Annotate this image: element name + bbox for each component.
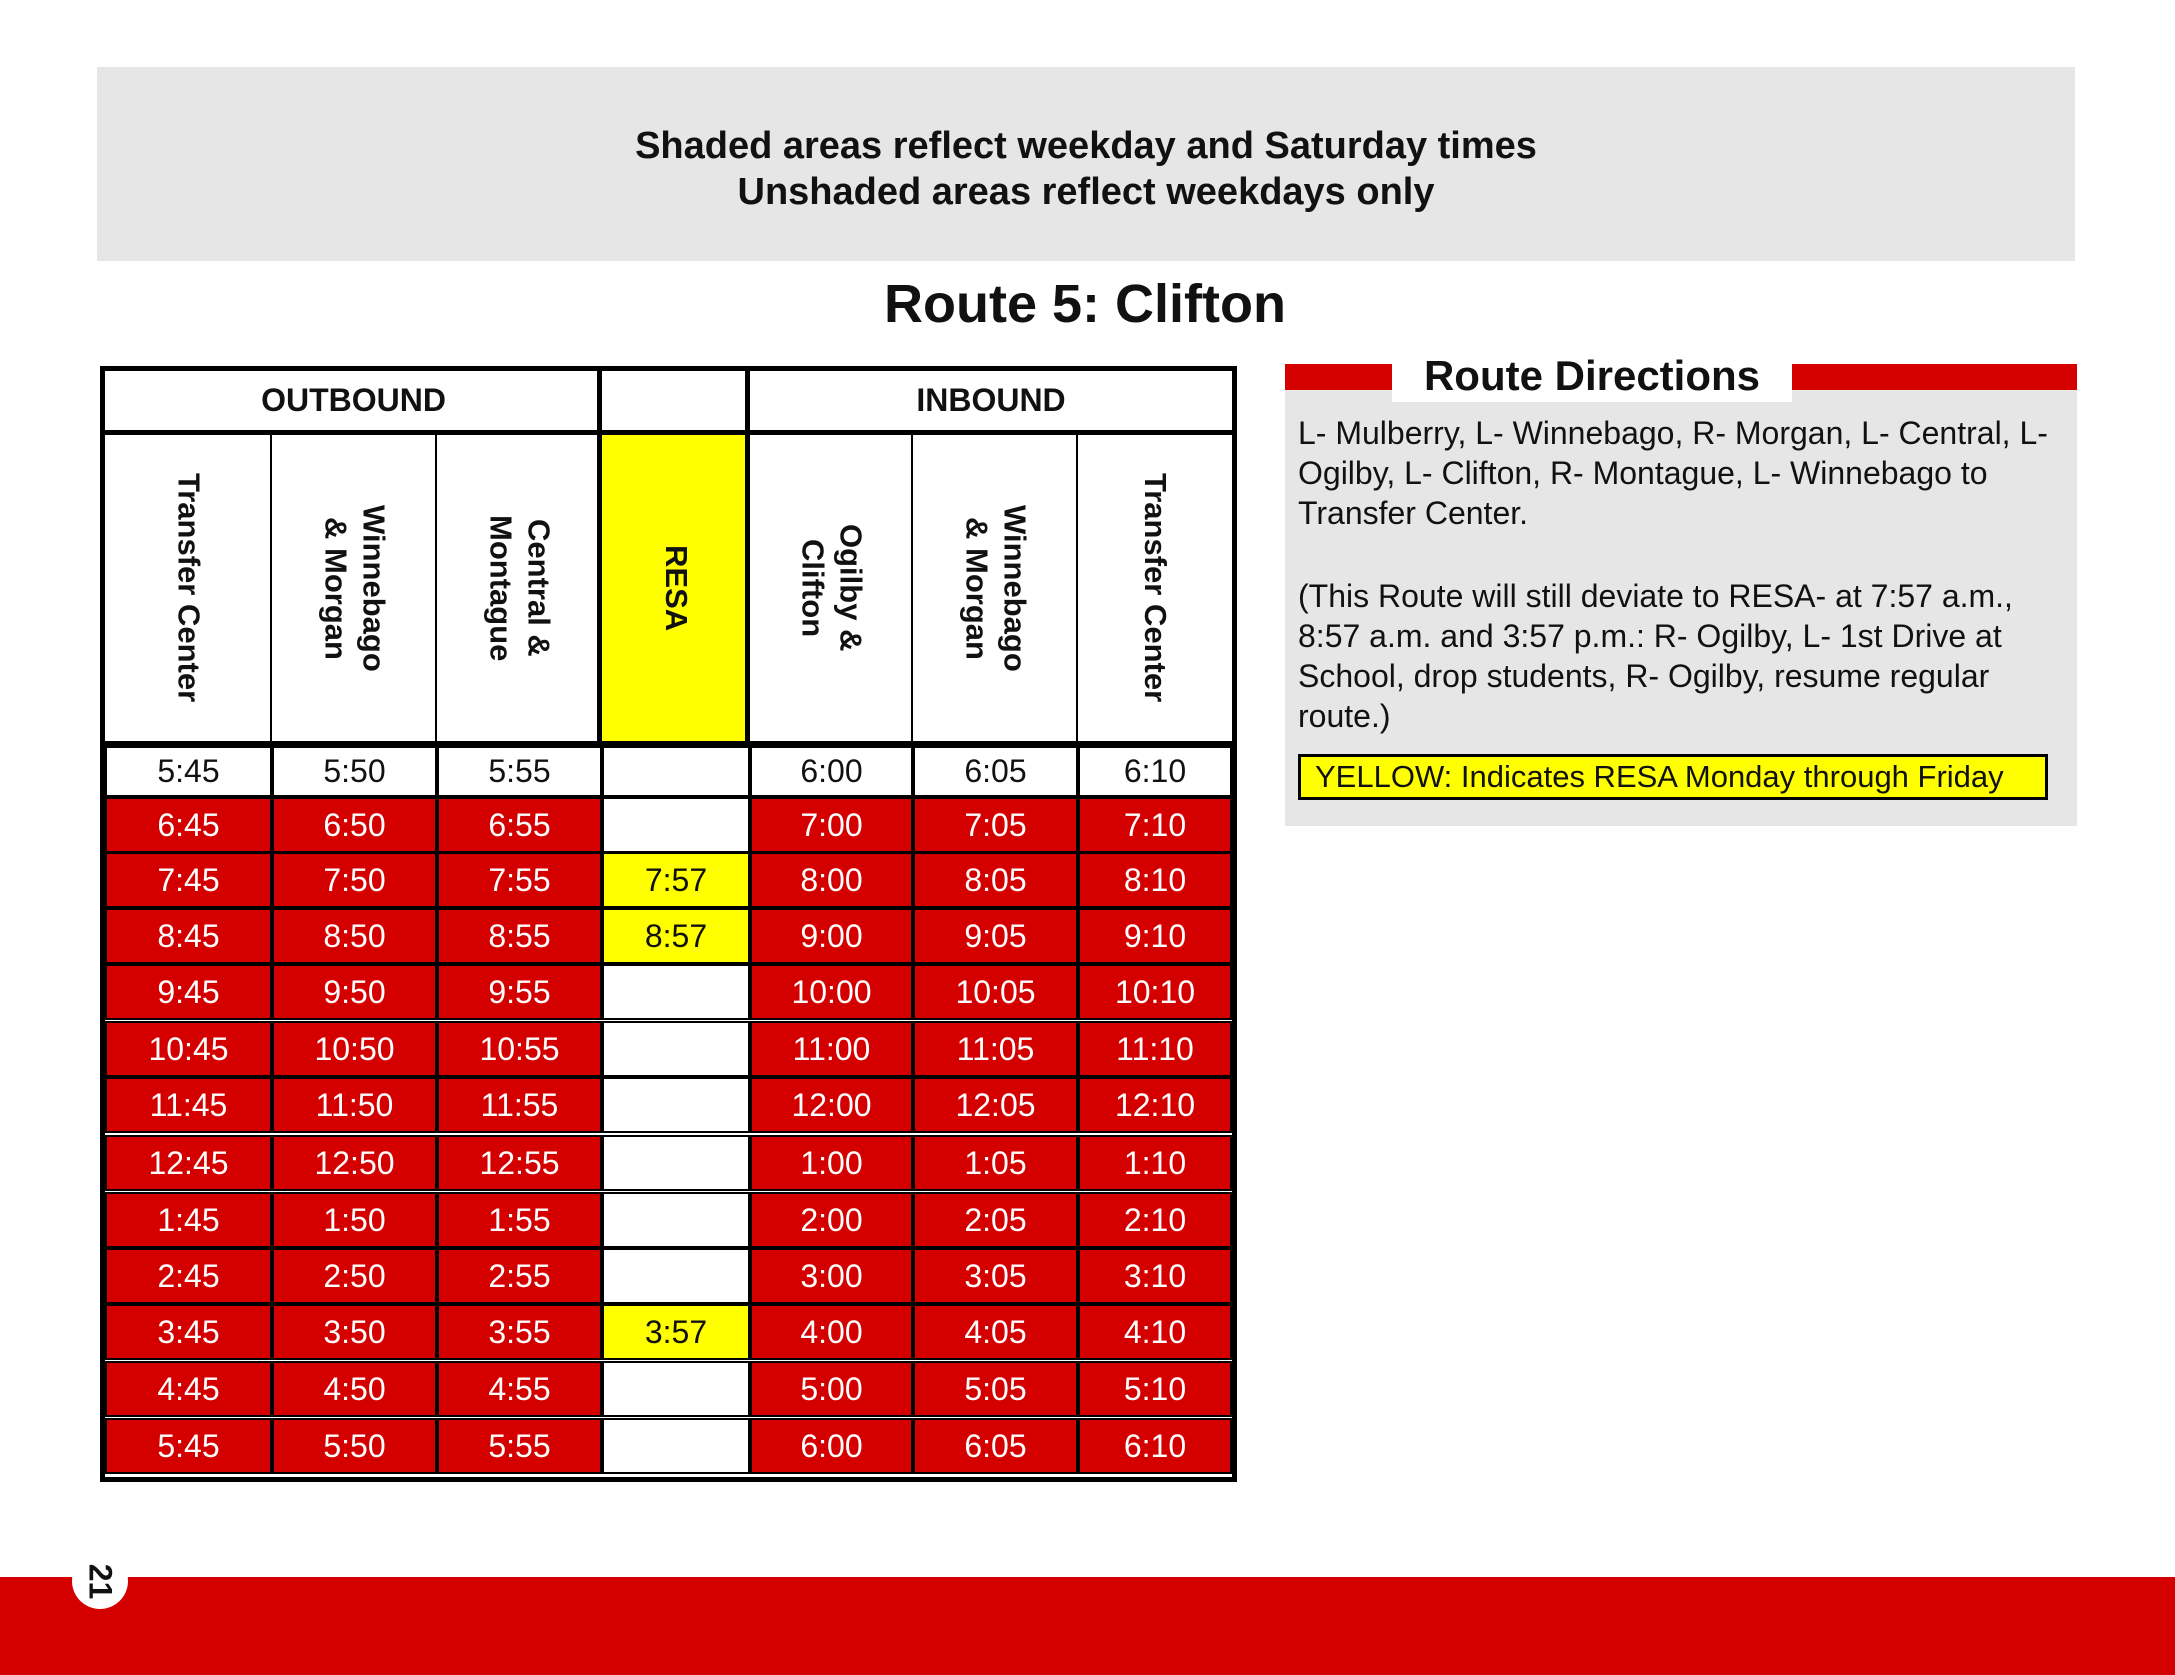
footer-bar bbox=[0, 1577, 2175, 1675]
time-cell: 6:10 bbox=[1078, 1418, 1232, 1474]
time-cell: 2:45 bbox=[105, 1248, 272, 1304]
resa-group-header bbox=[602, 371, 750, 435]
directions-text: L- Mulberry, L- Winnebago, R- Morgan, L- Central, L- Ogilby, L- Clifton, R- Montague, L- Winnebago to Transfer Center. bbox=[1298, 415, 2048, 531]
time-cell: 6:05 bbox=[913, 1418, 1078, 1474]
time-cell: 3:05 bbox=[913, 1248, 1078, 1304]
time-cell: 1:50 bbox=[272, 1192, 437, 1248]
table-row bbox=[105, 1248, 1232, 1304]
time-cell: 11:05 bbox=[913, 1021, 1078, 1077]
column-header-label: Central & Montague bbox=[483, 514, 557, 662]
time-cell: 5:55 bbox=[437, 1418, 602, 1474]
time-cell bbox=[602, 797, 750, 853]
column-header-resa bbox=[602, 435, 750, 746]
table-row bbox=[105, 1135, 1232, 1191]
column-header-label: Winnebago & Morgan bbox=[959, 504, 1033, 672]
divider bbox=[911, 435, 913, 746]
time-cell: 9:55 bbox=[437, 964, 602, 1020]
title-bar-left bbox=[1285, 364, 1392, 390]
time-cell: 8:57 bbox=[602, 908, 750, 964]
time-cell: 3:57 bbox=[602, 1304, 750, 1360]
time-cell: 2:10 bbox=[1078, 1192, 1232, 1248]
time-cell: 1:00 bbox=[750, 1135, 913, 1191]
time-cell: 8:10 bbox=[1078, 852, 1232, 908]
banner-line-2: Unshaded areas reflect weekdays only bbox=[737, 171, 1435, 213]
time-cell: 12:50 bbox=[272, 1135, 437, 1191]
table-row bbox=[105, 1021, 1232, 1077]
time-cell: 9:05 bbox=[913, 908, 1078, 964]
time-cell: 4:50 bbox=[272, 1361, 437, 1417]
column-header-transfer-center-inbound bbox=[1078, 435, 1232, 746]
time-cell: 5:45 bbox=[105, 1418, 272, 1474]
time-cell: 12:05 bbox=[913, 1077, 1078, 1133]
time-cell: 7:10 bbox=[1078, 797, 1232, 853]
time-cell: 3:00 bbox=[750, 1248, 913, 1304]
divider bbox=[597, 435, 602, 746]
yellow-legend: YELLOW: Indicates RESA Monday through Friday bbox=[1298, 754, 2048, 800]
time-cell: 7:45 bbox=[105, 852, 272, 908]
table-row bbox=[105, 1304, 1232, 1360]
time-cell: 8:50 bbox=[272, 908, 437, 964]
time-cell: 11:55 bbox=[437, 1077, 602, 1133]
schedule-table bbox=[100, 366, 1237, 1482]
time-cell: 12:10 bbox=[1078, 1077, 1232, 1133]
time-cell bbox=[602, 1248, 750, 1304]
time-cell: 10:50 bbox=[272, 1021, 437, 1077]
time-cell: 11:00 bbox=[750, 1021, 913, 1077]
time-cell: 2:00 bbox=[750, 1192, 913, 1248]
time-cell: 8:55 bbox=[437, 908, 602, 964]
page-title: Route 5: Clifton bbox=[884, 274, 1286, 334]
column-header-ogilby-clifton bbox=[750, 435, 913, 746]
column-header-label: Transfer Center bbox=[171, 473, 207, 703]
table-row bbox=[105, 746, 1232, 797]
time-cell: 6:50 bbox=[272, 797, 437, 853]
time-cell bbox=[602, 1361, 750, 1417]
time-cell: 4:45 bbox=[105, 1361, 272, 1417]
time-cell: 8:00 bbox=[750, 852, 913, 908]
time-cell: 2:55 bbox=[437, 1248, 602, 1304]
table-row bbox=[105, 797, 1232, 853]
time-cell: 10:10 bbox=[1078, 964, 1232, 1020]
divider bbox=[435, 435, 437, 746]
time-cell: 6:10 bbox=[1078, 746, 1232, 797]
column-header-winnebago-morgan-inbound bbox=[913, 435, 1078, 746]
inbound-header: INBOUND bbox=[750, 371, 1232, 435]
time-cell: 10:00 bbox=[750, 964, 913, 1020]
column-header-transfer-center bbox=[105, 435, 272, 746]
banner-line-1: Shaded areas reflect weekday and Saturday times bbox=[635, 125, 1537, 167]
time-cell: 6:45 bbox=[105, 797, 272, 853]
time-cell: 2:50 bbox=[272, 1248, 437, 1304]
directions-note: (This Route will still deviate to RESA- at 7:57 a.m., 8:57 a.m. and 3:57 p.m.: R- Ogilby, L- 1st Drive at School, drop students, R- Ogilby, resume regular route.) bbox=[1298, 578, 2013, 734]
time-cell bbox=[602, 1077, 750, 1133]
time-cell: 9:10 bbox=[1078, 908, 1232, 964]
column-header-central-montague bbox=[437, 435, 602, 746]
time-cell: 12:00 bbox=[750, 1077, 913, 1133]
info-banner bbox=[97, 67, 2075, 261]
time-cell bbox=[602, 1192, 750, 1248]
column-header-label: Transfer Center bbox=[1138, 473, 1173, 703]
time-cell: 5:10 bbox=[1078, 1361, 1232, 1417]
time-cell: 7:55 bbox=[437, 852, 602, 908]
directions-title: Route Directions bbox=[1392, 350, 1792, 402]
divider bbox=[1076, 435, 1078, 746]
time-cell: 3:45 bbox=[105, 1304, 272, 1360]
time-cell bbox=[602, 1135, 750, 1191]
time-cell: 10:55 bbox=[437, 1021, 602, 1077]
time-cell: 11:50 bbox=[272, 1077, 437, 1133]
time-cell: 4:55 bbox=[437, 1361, 602, 1417]
time-cell: 5:50 bbox=[272, 746, 437, 797]
time-cell bbox=[602, 1021, 750, 1077]
time-cell: 12:45 bbox=[105, 1135, 272, 1191]
time-cell: 9:45 bbox=[105, 964, 272, 1020]
table-row bbox=[105, 964, 1232, 1020]
time-cell: 10:05 bbox=[913, 964, 1078, 1020]
time-cell: 3:50 bbox=[272, 1304, 437, 1360]
time-cell: 8:45 bbox=[105, 908, 272, 964]
time-cell: 5:00 bbox=[750, 1361, 913, 1417]
time-cell: 3:10 bbox=[1078, 1248, 1232, 1304]
time-cell: 5:45 bbox=[105, 746, 272, 797]
time-cell: 4:05 bbox=[913, 1304, 1078, 1360]
time-cell: 6:05 bbox=[913, 746, 1078, 797]
divider bbox=[597, 371, 602, 435]
time-cell: 6:00 bbox=[750, 746, 913, 797]
time-cell: 4:10 bbox=[1078, 1304, 1232, 1360]
time-cell: 7:57 bbox=[602, 852, 750, 908]
time-cell: 2:05 bbox=[913, 1192, 1078, 1248]
time-cell: 9:50 bbox=[272, 964, 437, 1020]
title-bar-right bbox=[1792, 364, 2077, 390]
time-cell: 6:00 bbox=[750, 1418, 913, 1474]
time-cell: 9:00 bbox=[750, 908, 913, 964]
time-cell: 5:55 bbox=[437, 746, 602, 797]
time-cell: 7:00 bbox=[750, 797, 913, 853]
column-header-label: RESA bbox=[659, 544, 694, 632]
column-header-label: Winnebago & Morgan bbox=[318, 504, 392, 672]
time-cell: 11:10 bbox=[1078, 1021, 1232, 1077]
page-number: 21 bbox=[82, 1563, 119, 1599]
page-number-badge bbox=[72, 1553, 128, 1609]
time-cell bbox=[602, 746, 750, 797]
column-header-label: Ogilby & Clifton bbox=[795, 524, 869, 652]
time-cell: 1:55 bbox=[437, 1192, 602, 1248]
time-cell: 4:00 bbox=[750, 1304, 913, 1360]
time-cell: 5:05 bbox=[913, 1361, 1078, 1417]
time-cell: 8:05 bbox=[913, 852, 1078, 908]
time-cell bbox=[602, 964, 750, 1020]
column-header-winnebago-morgan bbox=[272, 435, 437, 746]
divider bbox=[270, 435, 272, 746]
table-row bbox=[105, 1077, 1232, 1133]
table-row bbox=[105, 1192, 1232, 1248]
divider bbox=[745, 371, 750, 435]
table-row bbox=[105, 908, 1232, 964]
time-cell: 1:45 bbox=[105, 1192, 272, 1248]
time-cell: 7:05 bbox=[913, 797, 1078, 853]
time-cell: 12:55 bbox=[437, 1135, 602, 1191]
time-cell: 5:50 bbox=[272, 1418, 437, 1474]
time-cell: 3:55 bbox=[437, 1304, 602, 1360]
time-cell: 1:10 bbox=[1078, 1135, 1232, 1191]
divider bbox=[745, 435, 750, 746]
table-row bbox=[105, 1361, 1232, 1417]
time-cell: 1:05 bbox=[913, 1135, 1078, 1191]
time-cell: 6:55 bbox=[437, 797, 602, 853]
time-cell bbox=[602, 1418, 750, 1474]
time-cell: 11:45 bbox=[105, 1077, 272, 1133]
outbound-header: OUTBOUND bbox=[105, 371, 602, 435]
time-cell: 7:50 bbox=[272, 852, 437, 908]
table-row bbox=[105, 852, 1232, 908]
table-row bbox=[105, 1418, 1232, 1474]
time-cell: 10:45 bbox=[105, 1021, 272, 1077]
